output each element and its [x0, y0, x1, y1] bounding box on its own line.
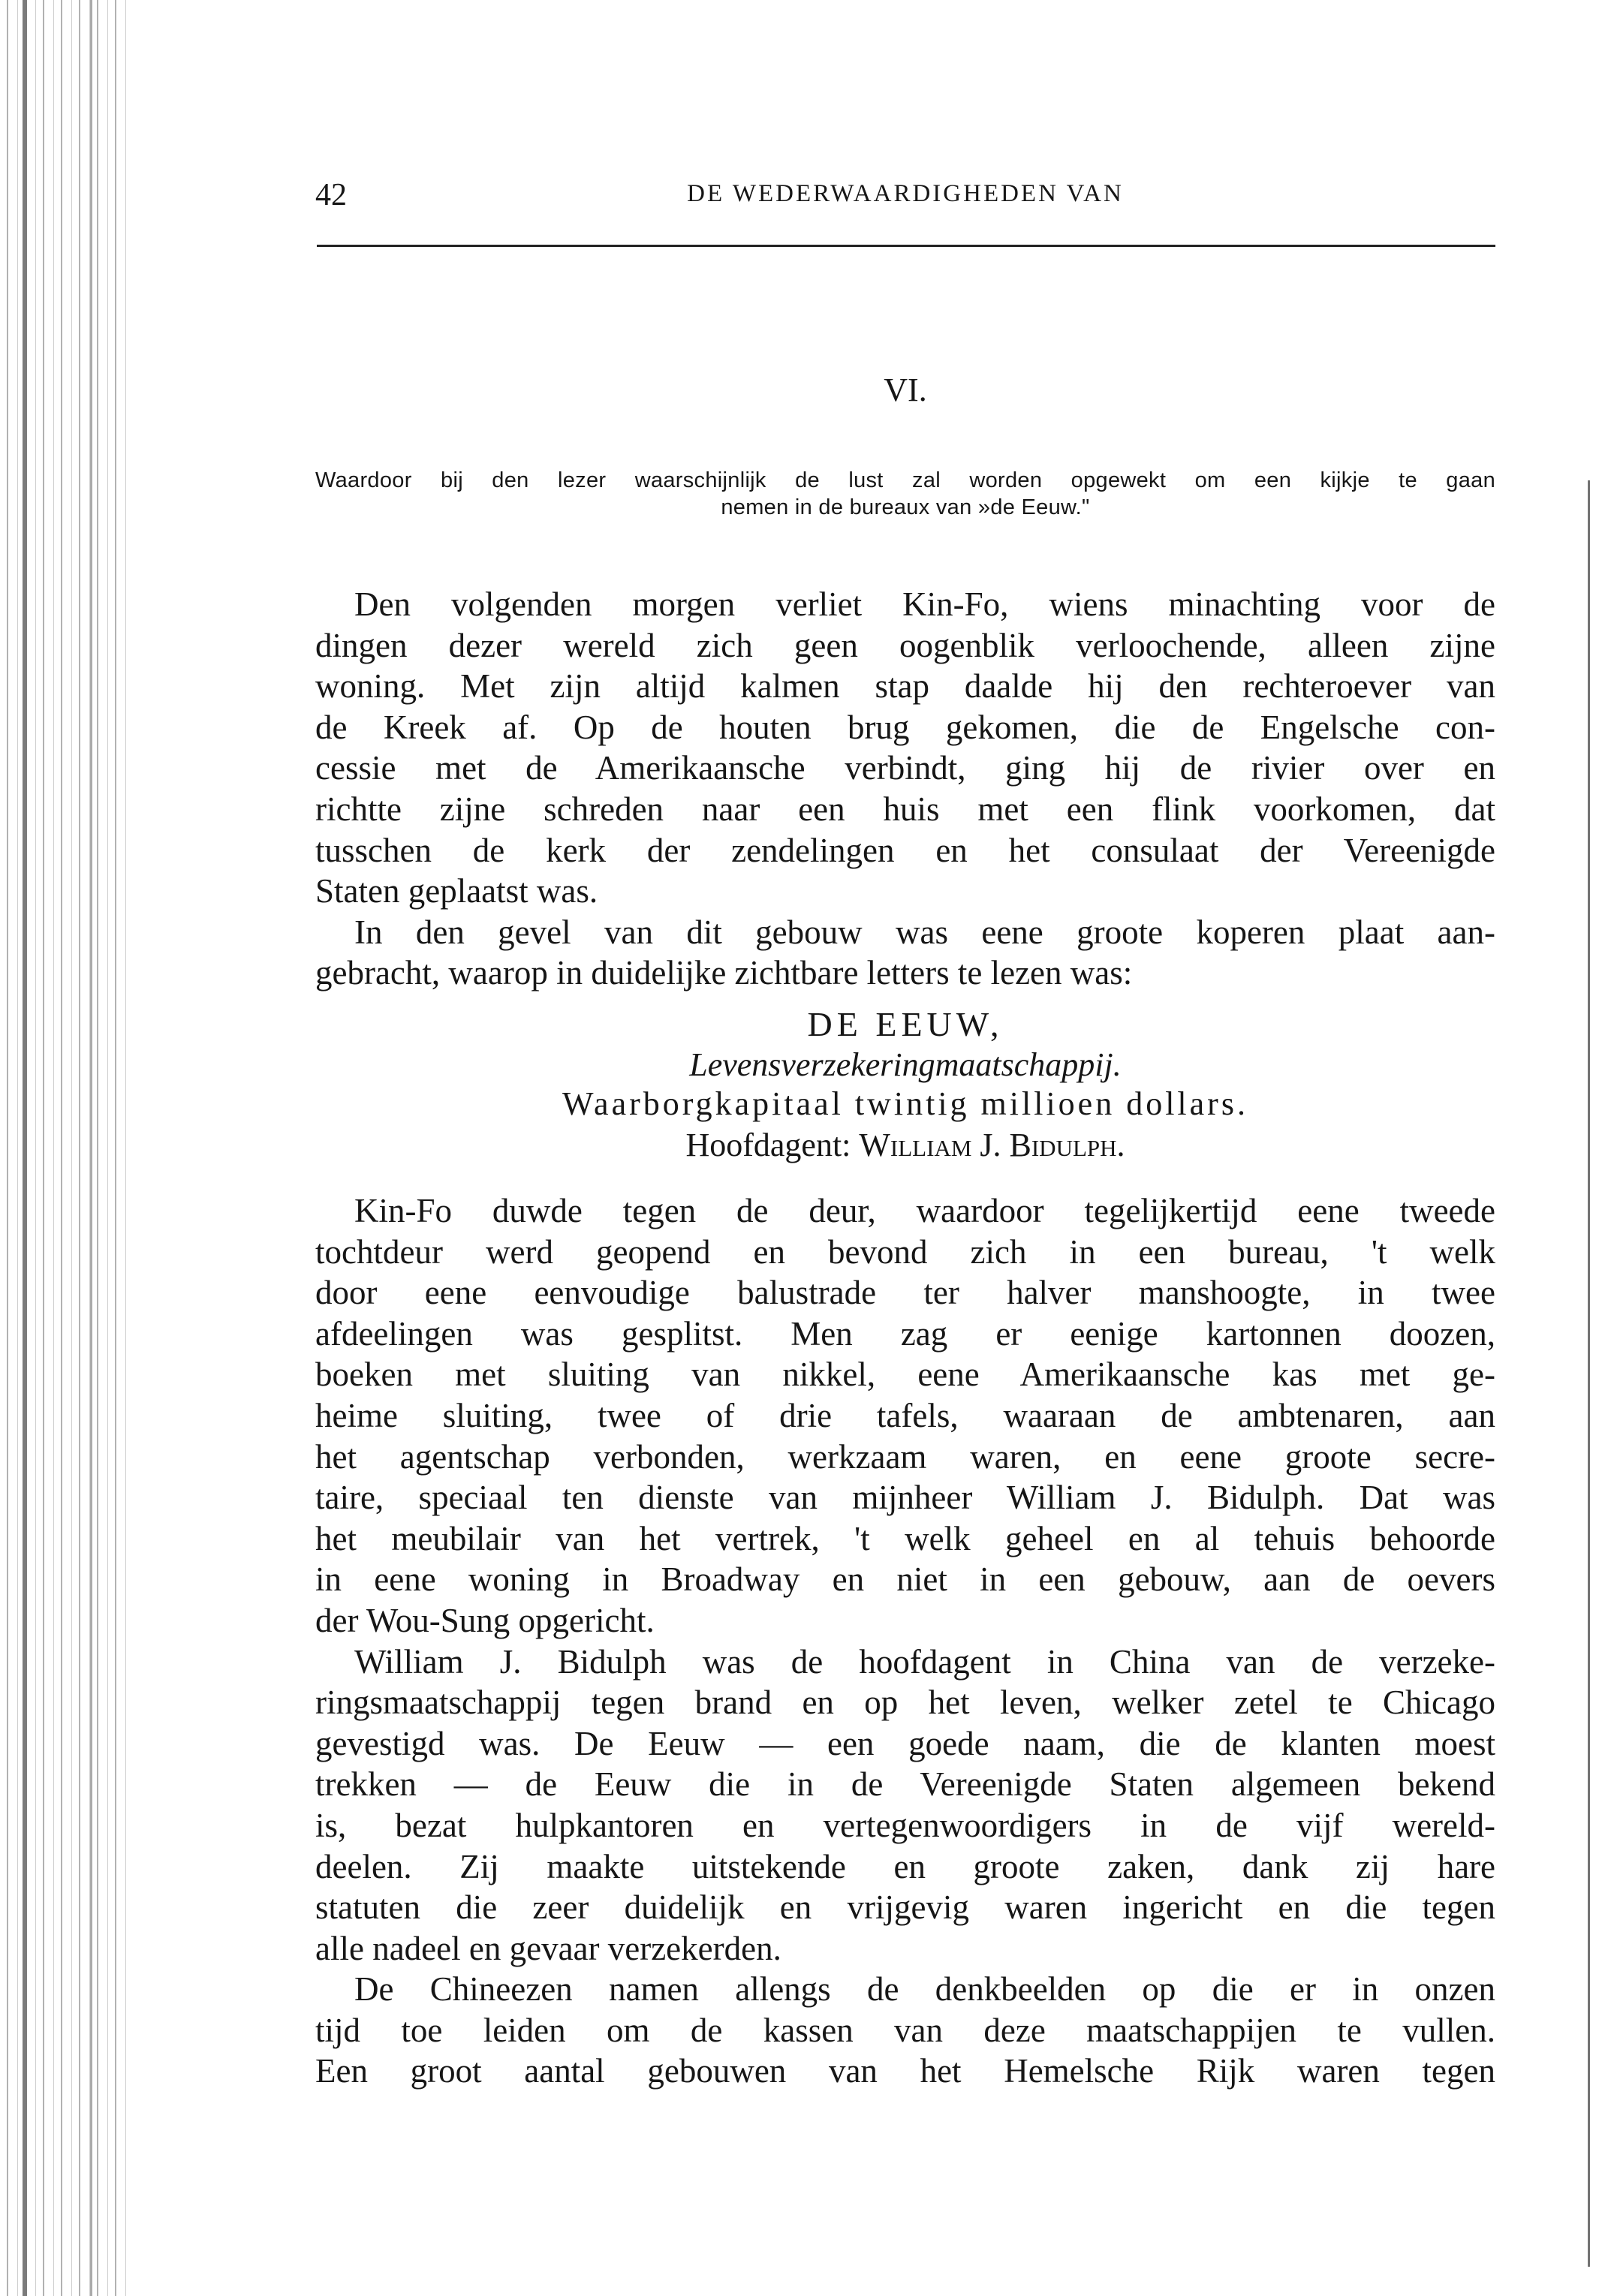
sign-agent-label: Hoofdagent:: [685, 1127, 851, 1163]
text-line: Kin-Fo duwde tegen de deur, waardoor tegelijkertijd eene tweede: [354, 1192, 1495, 1229]
sign-agent: [315, 1126, 1495, 1164]
text-line: De Chineezen namen allengs de denkbeelden op die er in onzen: [354, 1970, 1495, 2009]
text-line: boeken met sluiting van nikkel, eene Amerikaansche kas met ge-: [315, 1356, 1495, 1394]
text-line: deelen. Zij maakte uitstekende en groote zaken, dank zij hare: [315, 1847, 1495, 1885]
text-line: Staten geplaatst was.: [315, 872, 598, 910]
chapter-summary-line: nemen in de bureaux van »de Eeuw.": [721, 495, 1090, 519]
text-line: alle nadeel en gevaar verzekerden.: [315, 1929, 781, 1967]
text-line: trekken — de Eeuw die in de Vereenigde Staten algemeen bekend: [315, 1765, 1495, 1804]
text-line: tusschen de kerk der zendelingen en het consulaat der Vereenigde: [315, 831, 1495, 869]
text-line: afdeelingen was gesplitst. Men zag er eenige kartonnen doozen,: [315, 1314, 1495, 1353]
sign-agent-name: William J. Bidulph.: [859, 1127, 1125, 1163]
page-number: 42: [315, 178, 347, 212]
paragraph-3: [315, 1190, 1495, 2092]
text-line: William J. Bidulph was de hoofdagent in China van de verzeke-: [354, 1642, 1495, 1681]
sign-company-type: Levensverzekeringmaatschappij.: [689, 1046, 1122, 1083]
running-head: [315, 177, 1495, 222]
chapter-summary-line: Waardoor bij den lezer waarschijnlijk de lust zal worden opgewekt om een kijkje te gaan: [315, 468, 1495, 492]
sign-company-name: DE EEUW,: [807, 1005, 1004, 1043]
text-line: In den gevel van dit gebouw was eene groote koperen plaat aan-: [354, 913, 1495, 951]
text-line: Een groot aantal gebouwen van het Hemelsche Rijk waren tegen: [315, 2052, 1495, 2090]
text-line: woning. Met zijn altijd kalmen stap daalde hij den rechteroever van: [315, 667, 1495, 706]
text-line: dingen dezer wereld zich geen oogenblik verloochende, alleen zijne: [315, 626, 1495, 664]
text-line: door eene eenvoudige balustrade ter halver manshoogte, in twee: [315, 1274, 1495, 1312]
text-line: het agentschap verbonden, werkzaam waren, en eene groote secre-: [315, 1437, 1495, 1476]
text-line: de Kreek af. Op de houten brug gekomen, die de Engelsche con-: [315, 708, 1495, 746]
chapter-summary: [315, 467, 1495, 521]
text-line: tochtdeur werd geopend en bevond zich in een bureau, 't welk: [315, 1232, 1495, 1271]
text-line: Den volgenden morgen verliet Kin-Fo, wiens minachting voor de: [354, 585, 1495, 623]
text-line: richtte zijne schreden naar een huis met een flink voorkomen, dat: [315, 790, 1495, 828]
text-line: statuten die zeer duidelijk en vrijgevig waren ingericht en die tegen: [315, 1888, 1495, 1927]
book-binding-edge: [0, 0, 128, 2296]
text-line: taire, speciaal ten dienste van mijnheer William J. Bidulph. Dat was: [315, 1479, 1495, 1517]
page-edge-shadow: [1588, 480, 1590, 2267]
running-title: DE WEDERWAARDIGHEDEN VAN: [687, 180, 1124, 207]
text-line: heime sluiting, twee of drie tafels, waaraan de ambtenaren, aan: [315, 1396, 1495, 1434]
text-line: in eene woning in Broadway en niet in een gebouw, aan de oevers: [315, 1560, 1495, 1599]
text-line: is, bezat hulpkantoren en vertegenwoordigers in de vijf wereld-: [315, 1806, 1495, 1844]
paragraph-1: [315, 584, 1495, 994]
text-line: tijd toe leiden om de kassen van deze maatschappijen te vullen.: [315, 2011, 1495, 2049]
text-line: gevestigd was. De Eeuw — een goede naam, die de klanten moest: [315, 1724, 1495, 1762]
sign-capital: Waarborgkapitaal twintig millioen dollars.: [562, 1085, 1248, 1122]
text-line: het meubilair van het vertrek, 't welk geheel en al tehuis behoorde: [315, 1519, 1495, 1557]
text-line: der Wou-Sung opgericht.: [315, 1601, 655, 1639]
text-line: gebracht, waarop in duidelijke zichtbare letters te lezen was:: [315, 954, 1133, 992]
text-line: ringsmaatschappij tegen brand en op het leven, welker zetel te Chicago: [315, 1684, 1495, 1722]
text-line: cessie met de Amerikaansche verbindt, ging hij de rivier over en: [315, 749, 1495, 787]
header-rule: [317, 245, 1495, 247]
chapter-number: VI.: [884, 372, 927, 408]
